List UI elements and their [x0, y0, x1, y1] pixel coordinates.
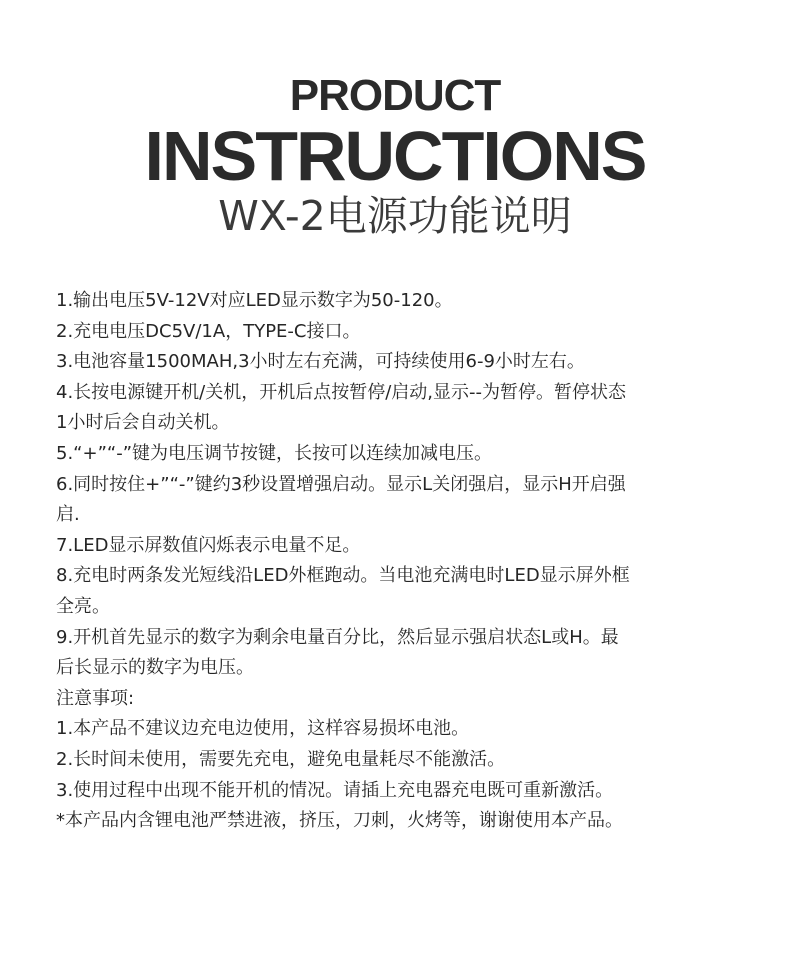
instruction-line: 8.充电时两条发光短线沿LED外框跑动。当电池充满电时LED显示屏外框 — [56, 565, 630, 587]
instruction-line: 9.开机首先显示的数字为剩余电量百分比，然后显示强启状态L或H。最 — [56, 626, 619, 648]
instruction-line: 后长显示的数字为电压。 — [56, 657, 254, 679]
note-line: 2.长时间未使用，需要先充电，避免电量耗尽不能激活。 — [56, 748, 506, 770]
instruction-line: 全亮。 — [56, 595, 110, 617]
instruction-line: 3.电池容量1500MAH,3小时左右充满，可持续使用6-9小时左右。 — [56, 351, 585, 373]
instruction-line: 4.长按电源键开机/关机，开机后点按暂停/启动,显示--为暂停。暂停状态 — [56, 381, 627, 403]
note-line: 1.本产品不建议边充电边使用，这样容易损坏电池。 — [56, 718, 470, 740]
note-line: 3.使用过程中出现不能开机的情况。请插上充电器充电既可重新激活。 — [56, 779, 614, 801]
instruction-line: 6.同时按住+”“-”键约3秒设置增强启动。显示L关闭强启，显示H开启强 — [56, 473, 626, 495]
title-product: PRODUCT — [289, 71, 501, 120]
instruction-line: 1.输出电压5V-12V对应LED显示数字为50-120。 — [56, 290, 453, 311]
instruction-line: 5.“+”“-”键为电压调节按键，长按可以连续加减电压。 — [56, 442, 493, 464]
instruction-line: 7.LED显示屏数值闪烁表示电量不足。 — [56, 534, 361, 556]
instruction-line: 1小时后会自动关机。 — [56, 412, 230, 434]
instruction-line: 2.充电电压DC5V/1A，TYPE-C接口。 — [56, 320, 361, 342]
instruction-line: 启. — [56, 504, 80, 526]
notes-heading: 注意事项: — [56, 687, 135, 709]
warning-line: *本产品内含锂电池严禁进液，挤压，刀刺，火烤等，谢谢使用本产品。 — [56, 810, 623, 832]
subtitle-function-description: WX-2电源功能说明 — [218, 192, 572, 240]
instructions-body — [56, 286, 768, 837]
title-instructions: INSTRUCTIONS — [144, 117, 646, 195]
